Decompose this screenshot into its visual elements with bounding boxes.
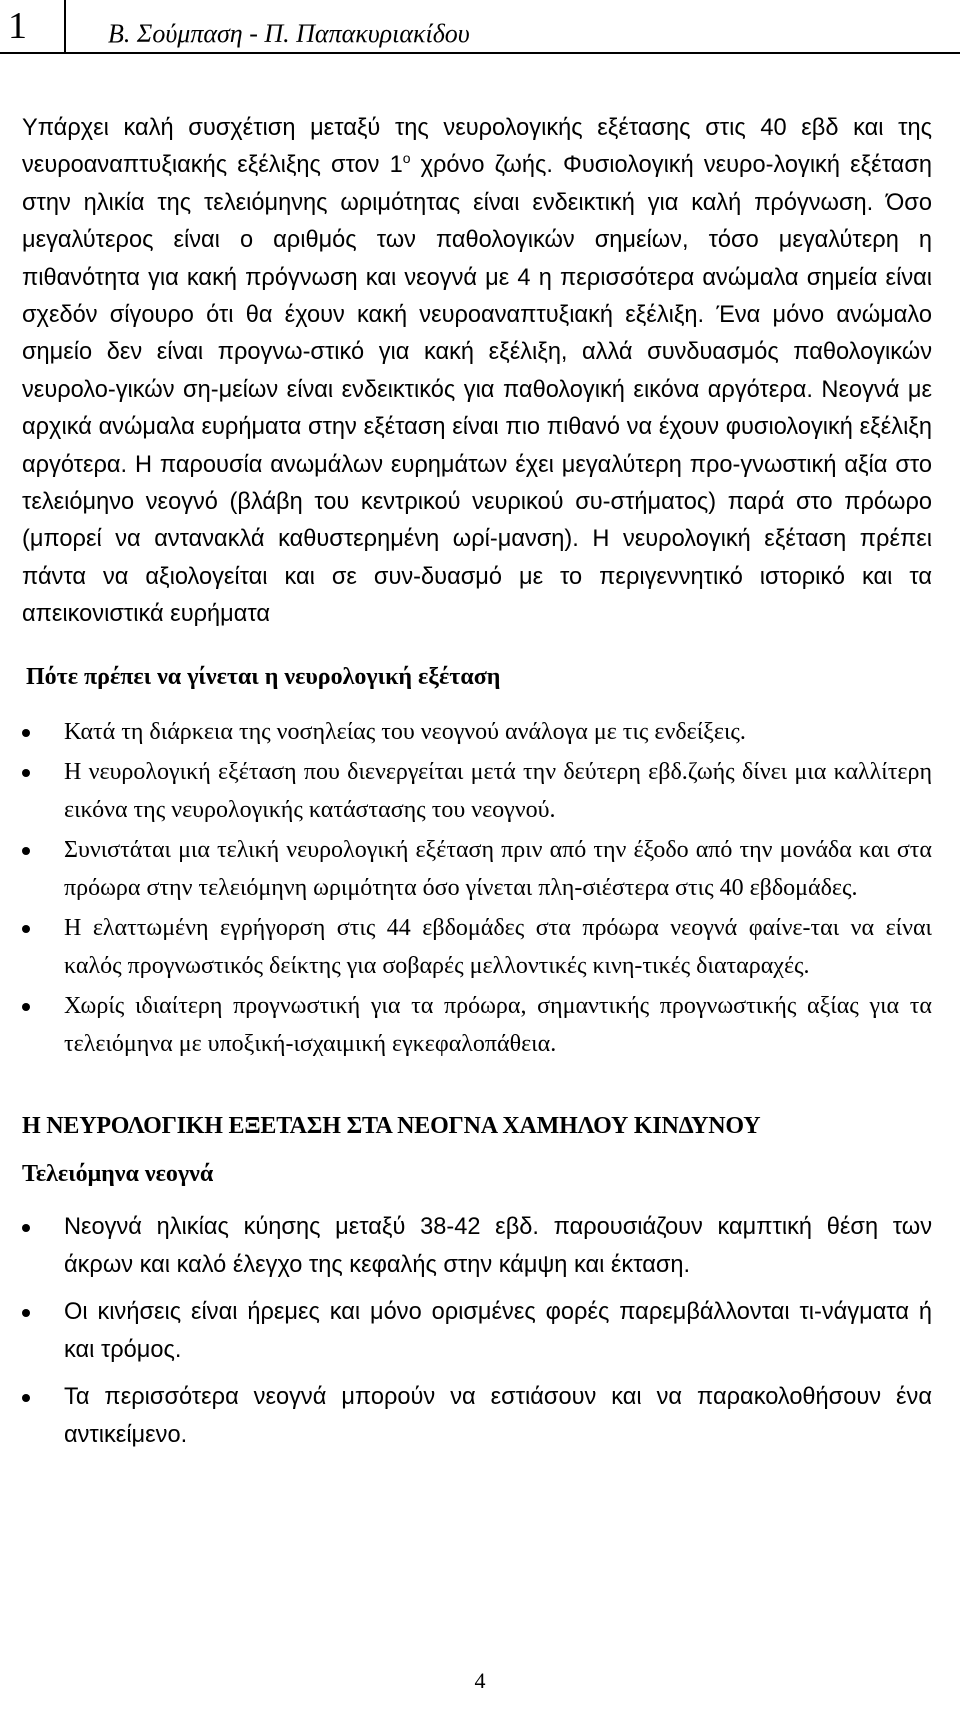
list-item — [22, 754, 932, 829]
list-item — [22, 988, 932, 1063]
bullet-icon — [22, 729, 30, 737]
low-risk-heading: Η ΝΕΥΡΟΛΟΓΙΚΗ ΕΞΕΤΑΣΗ ΣΤΑ ΝΕΟΓΝΑ ΧΑΜΗΛΟΥ ΚΙΝΔΥΝΟΥ — [22, 1113, 761, 1140]
list-item-text: Νεογνά ηλικίας κύησης μεταξύ 38-42 εβδ. παρουσιάζουν καμπτική θέση των άκρων και καλό έλεγχο της κεφαλής στην κάμψη και έκταση. — [64, 1214, 932, 1278]
page-content — [22, 110, 932, 1464]
list-item — [22, 1294, 932, 1369]
bullet-icon — [22, 1309, 30, 1317]
chapter-number: 1 — [0, 0, 66, 52]
ordinal-superscript: ο — [402, 150, 411, 167]
intro-text-part2: χρόνο ζωής. Φυσιολογική νευρο-λογική εξέταση στην ηλικία της τελειόμηνης ωριμότητας είναι ενδεικτική για καλή πρόγνωση. Όσο μεγαλύτερος είναι ο αριθμός των παθολογικών σημείων, τόσο μεγαλύτερη η πιθανότητα για κακή πρόγνωση και νεογνά με 4 η περισσότερα ανώμαλα σημεία είναι σχεδόν σίγουρο ότι θα έχουν κακή νευροαναπτυξιακή εξέλιξη. Ένα μόνο ανώμαλο σημείο δεν είναι προγνω-στικό για κακή εξέλιξη, αλλά συνδυασμός παθολογικών νευρολο-γικών ση-μείων είναι ενδεικτικός για παθολογική εικόνα αργότερα. Νεογνά με αρχικά ανώμαλα ευρήματα στην εξέταση είναι πιο πιθανό να έχουν φυσιολογική εξέλιξη αργότερα. Η παρουσία ανωμάλων ευρημάτων έχει μεγαλύτερη προ-γνωστική αξία στο τελειόμηνο νεογνό (βλάβη του κεντρικού νευρικού συ-στήματος) παρά στο πρόωρο (μπορεί να αντανακλά καθυστερημένη ωρί-μανση). Η νευρολογική εξέταση πρέπει πάντα να αξιολογείται και σε συν-δυασμό με το περιγεννητικό ιστορικό και τα απεικονιστικά ευρήματα — [22, 152, 933, 628]
page-header — [0, 0, 960, 54]
term-neonates-subheading: Τελειόμηνα νεογνά — [22, 1161, 214, 1188]
header-authors: Β. Σούμπαση - Π. Παπακυριακίδου — [108, 19, 470, 48]
bullet-icon — [22, 925, 30, 933]
list-item — [22, 832, 932, 907]
bullet-icon — [22, 1224, 30, 1232]
list-item-text: Οι κινήσεις είναι ήρεμες και μόνο ορισμένες φορές παρεμβάλλονται τι-νάγματα ή και τρόμος. — [64, 1299, 932, 1363]
list-item — [22, 714, 932, 752]
bullet-icon — [22, 847, 30, 855]
list-item — [22, 1209, 932, 1284]
list-item-text: Η ελαττωμένη εγρήγορση στις 44 εβδομάδες στα πρόωρα νεογνά φαίνε-ται να είναι καλός προγνωστικός δείκτης για σοβαρές μελλοντικές κινη-τικές διαταραχές. — [64, 915, 932, 979]
when-list — [22, 714, 932, 1064]
bullet-icon — [22, 1394, 30, 1402]
intro-paragraph — [22, 110, 932, 634]
bullet-icon — [22, 769, 30, 777]
term-neonates-list — [22, 1209, 932, 1454]
when-heading: Πότε πρέπει να γίνεται η νευρολογική εξέταση — [26, 663, 501, 690]
list-item-text: Κατά τη διάρκεια της νοσηλείας του νεογνού ανάλογα με τις ενδείξεις. — [64, 718, 746, 745]
list-item-text: Η νευρολογική εξέταση που διενεργείται μετά την δεύτερη εβδ.ζωής δίνει μια καλλίτερη εικόνα της νευρολογικής κατάστασης του νεογνού. — [64, 759, 932, 823]
list-item — [22, 910, 932, 985]
intro-text-part1: Υπάρχει καλή συσχέτιση μεταξύ της νευρολογικής εξέτασης στις 40 εβδ και της νευροαναπτυξιακής εξέλιξης στον 1 — [22, 115, 932, 179]
list-item-text: Συνιστάται μια τελική νευρολογική εξέταση πριν από την έξοδο από την μονάδα και στα πρόωρα στην τελειόμηνη ωριμότητα όσο γίνεται πλη-σιέστερα στις 40 εβδομάδες. — [64, 837, 932, 901]
page-number: 4 — [474, 1668, 486, 1693]
list-item-text: Χωρίς ιδιαίτερη προγνωστική για τα πρόωρα, σημαντικής προγνωστικής αξίας για τα τελειόμηνα με υποξική-ισχαιμική εγκεφαλοπάθεια. — [64, 993, 932, 1057]
list-item-text: Τα περισσότερα νεογνά μπορούν να εστιάσουν και να παρακολοθήσουν ένα αντικείμενο. — [64, 1384, 932, 1448]
list-item — [22, 1379, 932, 1454]
bullet-icon — [22, 1003, 30, 1011]
